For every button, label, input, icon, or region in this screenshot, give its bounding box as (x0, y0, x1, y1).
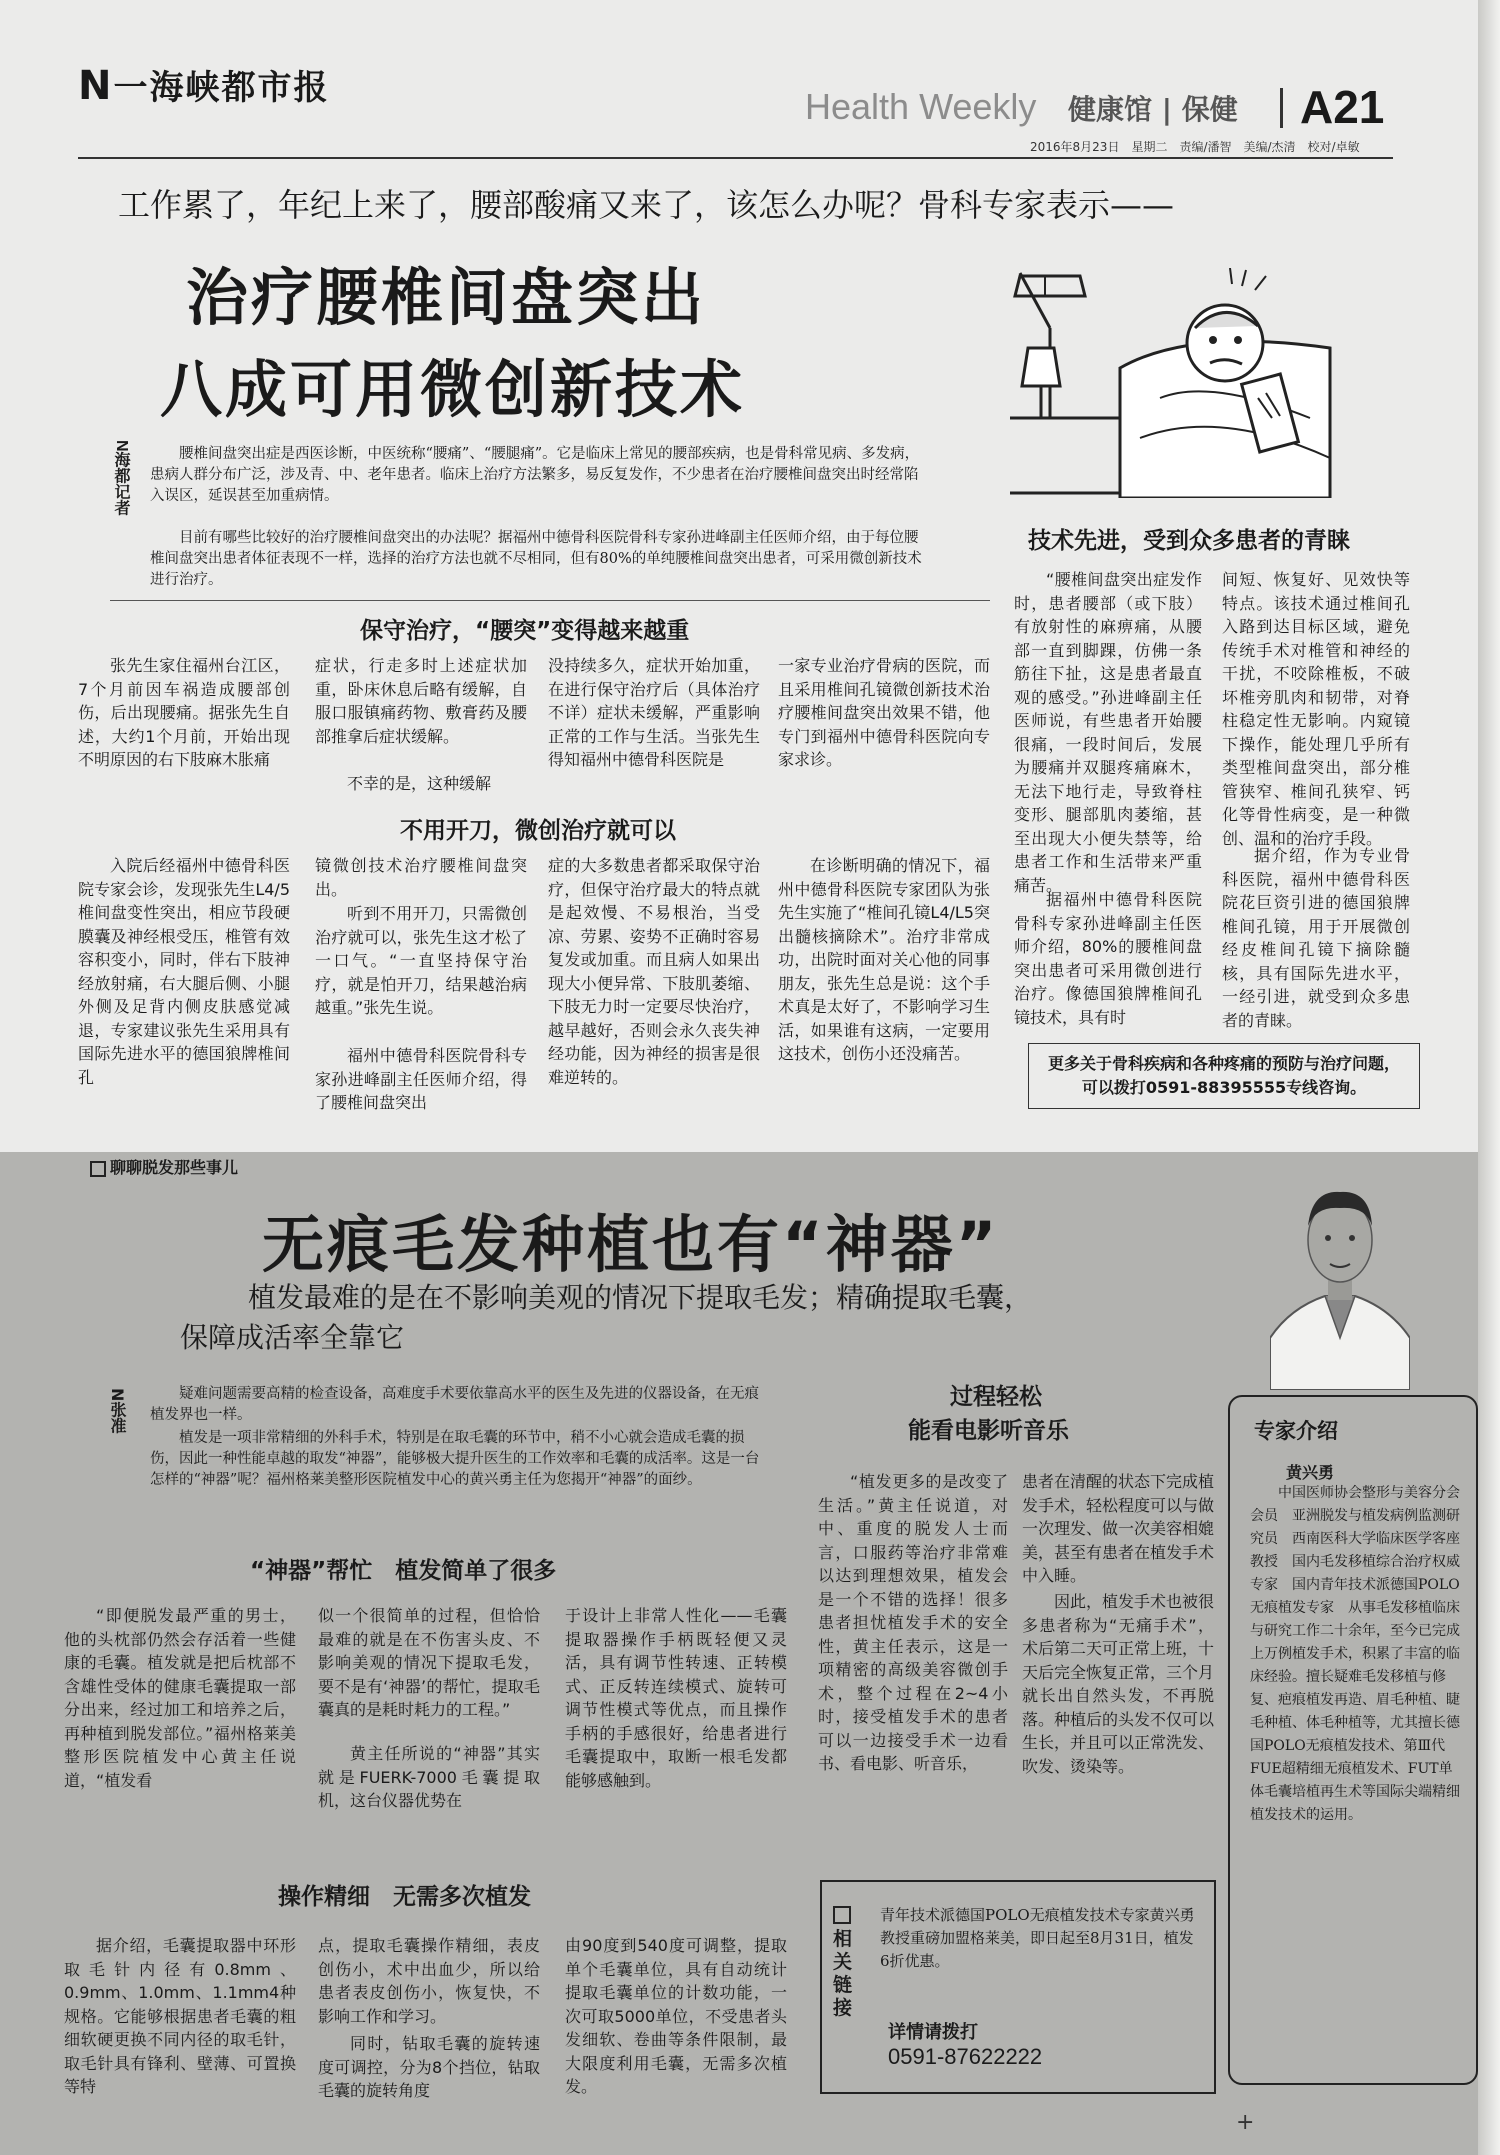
article2-subhead-3-line2: 能看电影听音乐 (908, 1418, 1069, 1444)
hotline-label: 详情请拨打 (888, 2022, 978, 2043)
article1-sec2-col2b: 听到不用开刀，只需微创治疗就可以，张先生这才松了一口气。“一直坚持保守治疗，就是怕开刀，结果越治病越重。”张先生说。 (315, 904, 527, 1017)
article1-kicker: 工作累了，年纪上来了，腰部酸痛又来了，该怎么办呢？骨科专家表示—— (118, 186, 1175, 224)
article2-s3-col2b: 因此，植发手术也被很多患者称为“无痛手术”，术后第二天可正常上班，十天后完全恢复正常，三个月就长出自然头发，不再脱落。种植后的头发不仅可以生长，并且可以正常洗发、吹发、烫染等。 (1022, 1592, 1215, 1776)
section-english-title: Health Weekly (805, 86, 1037, 127)
article2-headline: 无痕毛发种植也有“神器” (262, 1208, 1000, 1281)
article2-s2-col3: 由90度到540度可调整，提取单个毛囊单位，具有自动统计提取毛囊单位的计数功能，一次可取5000单位，不受患者头发细软、卷曲等条件限制，最大限度利用毛囊，无需多次植发。 (565, 1936, 787, 2096)
article2-intro-p1: 疑难问题需要高精的检查设备，高难度手术要依靠高水平的医生及先进的仪器设备，在无痕植发界也一样。 (150, 1386, 759, 1423)
article2-subhead-3-line1: 过程轻松 (950, 1384, 1042, 1410)
article2-subheadline-line2: 保障成活率全靠它 (180, 1321, 405, 1354)
related-link-label: 相关链接 (833, 1906, 857, 2020)
article1-sec1-col1: 张先生家住福州台江区，7个月前因车祸造成腰部创伤，后出现腰痛。据张先生自述，大约1个月前，开始出现不明原因的右下肢麻木胀痛 (78, 656, 290, 769)
section-name: 健康馆 | 保健 (1068, 93, 1238, 126)
article1-subhead-3: 技术先进，受到众多患者的青睐 (1028, 528, 1350, 554)
article2-s2-col1: 据介绍，毛囊提取器中环形取毛针内径有0.8mm、0.9mm、1.0mm、1.1mm4种规格。它能够根据患者毛囊的粗细软硬更换不同内径的取毛针，取毛针具有锋利、壁薄、可置换等特 (64, 1936, 296, 2096)
article1-headline-line2: 八成可用微创新技术 (160, 353, 746, 426)
article2-s3-col1: “植发更多的是改变了生活。”黄主任说道，对中、重度的脱发人士而言，口服药等治疗非常难以达到理想效果，植发会是一个不错的选择！很多患者担忧植发手术的安全性，黄主任表示，这是一项精密的高级美容微创手术，整个过程在2~4小时，接受植发手术的患者可以一边接受手术一边看书、看电影、听音乐， (818, 1472, 1008, 1773)
expert-name: 黄兴勇 (1286, 1463, 1335, 1482)
masthead-rule (78, 157, 1393, 159)
hotline-number: 0591-87622222 (888, 2044, 1043, 2069)
article1-subhead-1: 保守治疗，“腰突”变得越来越重 (360, 618, 690, 644)
article2-byline: N张准 (108, 1388, 127, 1434)
sick-man-in-bed-illustration (1010, 268, 1340, 498)
article1-sec1-col4: 一家专业治疗骨病的医院，而且采用椎间孔镜微创新技术治疗腰椎间盘突出效果不错，他专门到福州中德骨科医院向专家求诊。 (778, 656, 990, 769)
article1-sec2-col4: 在诊断明确的情况下，福州中德骨科医院专家团队为张先生实施了“椎间孔镜L4/L5突出髓核摘除术”。治疗非常成功，出院时面对关心他的同事朋友，张先生总是说：这个手术真是太好了，不影响学习生活，如果谁有这病，一定要用这技术，创伤小还没痛苦。 (778, 856, 990, 1063)
article1-subhead-2: 不用开刀，微创治疗就可以 (400, 818, 676, 844)
article1-right-col1b: 据福州中德骨科医院骨科专家孙进峰副主任医师介绍，80%的腰椎间盘突出患者可采用微创进行治疗。像德国狼牌椎间孔镜技术，具有时 (1014, 890, 1202, 1027)
intro-rule (110, 600, 990, 601)
article1-sec2-col2a: 镜微创技术治疗腰椎间盘突出。 (315, 856, 527, 899)
article2-s2-col2a: 点，提取毛囊操作精细，表皮创伤小，术中出血少，所以给患者表皮创伤小，恢复快，不影响工作和学习。 (318, 1936, 540, 2026)
article2-subhead-1: “神器”帮忙 植发简单了很多 (250, 1558, 557, 1584)
article2-subhead-2: 操作精细 无需多次植发 (278, 1884, 531, 1910)
article2-s1-col2a: 似一个很简单的过程，但恰恰最难的就是在不伤害头皮、不影响美观的情况下提取毛发，要不是有‘神器’的帮忙，提取毛囊真的是耗时耗力的工程。” (318, 1606, 540, 1719)
article1-sec1-col2a: 症状，行走多时上述症状加重，卧床休息后略有缓解，自服口服镇痛药物、敷膏药及腰部推拿后症状缓解。 (315, 656, 527, 746)
consultation-hotline-box: 更多关于骨科疾病和各种疼痛的预防与治疗问题，可以拨打0591-88395555专线咨询。 (1028, 1043, 1420, 1109)
expert-portrait-photo (1270, 1168, 1410, 1390)
article2-s1-col3: 于设计上非常人性化——毛囊提取器操作手柄既轻便又灵活，具有调节性转速、正转模式、正反转连续模式、旋转可调节性模式等优点，而且操作手柄的手感很好，给患者进行毛囊提取中，取断一根毛发都能够感触到。 (565, 1606, 787, 1790)
newspaper-logo: N一海峡都市报 (78, 63, 330, 109)
masthead-divider (1280, 88, 1283, 128)
article1-right-col2b: 据介绍，作为专业骨科医院，福州中德骨科医院花巨资引进的德国狼牌椎间孔镜，用于开展微创经皮椎间孔镜下摘除髓核，具有国际先进水平，一经引进，就受到众多患者的青睐。 (1222, 846, 1410, 1030)
article2-subheadline-line1: 植发最难的是在不影响美观的情况下提取毛发；精确提取毛囊， (248, 1281, 1033, 1314)
page-edge-shadow (1478, 0, 1500, 2155)
article1-sec2-col2c: 福州中德骨科医院骨科专家孙进峰副主任医师介绍，得了腰椎间盘突出 (315, 1046, 527, 1112)
expert-intro-title: 专家介绍 (1254, 1419, 1338, 1443)
article1-byline: N海都记者 (112, 440, 131, 516)
page-number: A21 (1300, 81, 1385, 133)
dateline: 2016年8月23日 星期二 责编/潘智 美编/杰清 校对/卓敏 (1030, 140, 1360, 154)
article1-headline-line1: 治疗腰椎间盘突出 (186, 261, 707, 334)
article1-right-col2a: 间短、恢复好、见效快等特点。该技术通过椎间孔入路到达目标区域，避免传统手术对椎管和神经的干扰，不咬除椎板，不破坏椎旁肌肉和韧带，对脊柱稳定性无影响。内窥镜下操作，能处理几乎所有类型椎间盘突出，部分椎管狭窄、椎间孔狭窄、钙化等骨性病变，是一种微创、温和的治疗手段。 (1222, 570, 1410, 848)
article1-right-col1a: “腰椎间盘突出症发作时，患者腰部（或下肢）有放射性的麻痹痛，从腰部一直到脚踝，仿佛一条筋往下扯，这是患者最直观的感受。”孙进峰副主任医师说，有些患者开始腰很痛，一段时间后，发展为腰痛并双腿疼痛麻木，无法下地行走，导致脊柱变形、腿部肌肉萎缩，甚至出现大小便失禁等，给患者工作和生活带来严重痛苦。 (1014, 570, 1202, 895)
article1-intro-p1: 腰椎间盘突出症是西医诊断，中医统称“腰痛”、“腰腿痛”。它是临床上常见的腰部疾病，也是骨科常见病、多发病，患病人群分布广泛，涉及青、中、老年患者。临床上治疗方法繁多，易反复发作，不少患者在治疗腰椎间盘突出时经常陷入误区，延误甚至加重病情。 (150, 446, 920, 504)
article2-s3-col2a: 患者在清醒的状态下完成植发手术，轻松程度可以与做一次理发、做一次美容相媲美，甚至有患者在植发手术中入睡。 (1022, 1472, 1215, 1585)
expert-bio: 中国医师协会整形与美容分会会员 亚洲脱发与植发病例监测研究员 西南医科大学临床医学客座教授 国内毛发移植综合治疗权威专家 国内青年技术派德国POLO无痕植发专家 从事毛发移植临床与研究工作二十余年，至今已完成上万例植发手术，积累了丰富的临床经验。擅长疑难毛发移植与修复、疤痕植发再造、眉毛种植、睫毛种植、体毛种植等，尤其擅长德国POLO无痕植发技术、第Ⅲ代FUE超精细无痕植发术、FUT单体毛囊培植再生术等国际尖端精细植发技术的运用。 (1250, 1485, 1460, 1823)
article1-sec2-col3: 症的大多数患者都采取保守治疗，但保守治疗最大的特点就是起效慢、不易根治，当受凉、劳累、姿势不正确时容易复发或加重。而且病人如果出现大小便异常、下肢肌萎缩、下肢无力时一定要尽快治疗，越早越好，否则会永久丧失神经功能，因为神经的损害是很难逆转的。 (548, 856, 760, 1087)
article1-sec2-col1: 入院后经福州中德骨科医院专家会诊，发现张先生L4/5椎间盘变性突出，相应节段硬膜囊及神经根受压，椎管有效容积变小，同时，伴右下肢神经放射痛，右大腿后侧、小腿外侧及足背内侧皮肤感觉减退，专家建议张先生采用具有国际先进水平的德国狼牌椎间孔 (78, 856, 290, 1087)
registration-mark: + (1236, 2110, 1255, 2135)
article2-s1-col1: “即便脱发最严重的男士，他的头枕部仍然会存活着一些健康的毛囊。植发就是把后枕部不含雄性受体的健康毛囊提取一部分出来，经过加工和培养之后，再种植到脱发部位。”福州格莱美整形医院植发中心黄主任说道，“植发看 (64, 1606, 296, 1790)
article2-s1-col2b: 黄主任所说的“神器”其实就是FUERK-7000毛囊提取机，这台仪器优势在 (318, 1744, 540, 1810)
column-tag: 聊聊脱发那些事儿 (90, 1155, 238, 1178)
article1-intro-p2: 目前有哪些比较好的治疗腰椎间盘突出的办法呢？据福州中德骨科医院骨科专家孙进峰副主任医师介绍，由于每位腰椎间盘突出患者体征表现不一样，选择的治疗方法也就不尽相同，但有80%的单纯腰椎间盘突出患者，可采用微创新技术进行治疗。 (150, 530, 922, 588)
article1-sec1-col3: 没持续多久，症状开始加重，在进行保守治疗后（具体治疗不详）症状未缓解，严重影响正常的工作与生活。当张先生得知福州中德骨科医院是 (548, 656, 760, 769)
article2-s2-col2b: 同时，钻取毛囊的旋转速度可调控，分为8个挡位，钻取毛囊的旋转角度 (318, 2034, 540, 2100)
article1-sec1-col2b: 不幸的是，这种缓解 (347, 774, 492, 793)
related-link-text: 青年技术派德国POLO无痕植发技术专家黄兴勇教授重磅加盟格莱美，即日起至8月31日，植发6折优惠。 (880, 1906, 1195, 1970)
article2-intro-p2: 植发是一项非常精细的外科手术，特别是在取毛囊的环节中，稍不小心就会造成毛囊的损伤，因此一种性能卓越的取发“神器”，能够极大提升医生的工作效率和毛囊的成活率。这是一台怎样的“神器”呢？福州格莱美整形医院植发中心的黄兴勇主任为您揭开“神器”的面纱。 (150, 1430, 760, 1488)
